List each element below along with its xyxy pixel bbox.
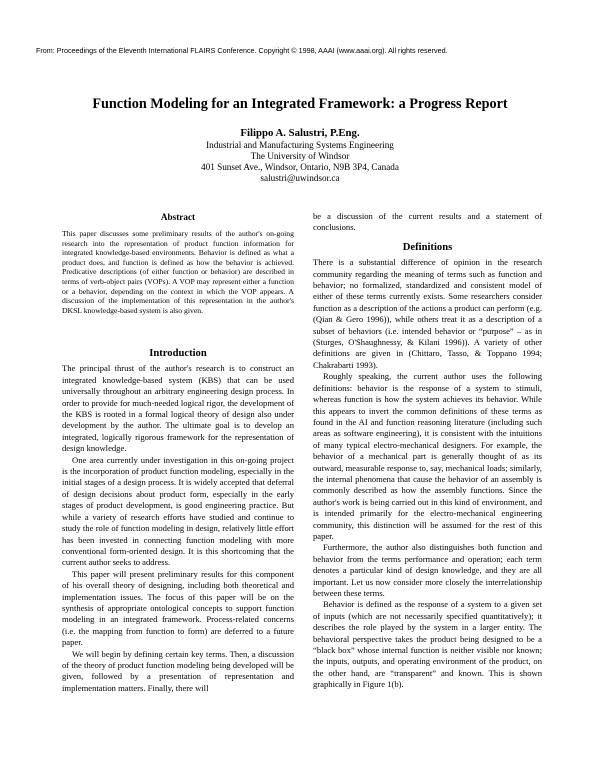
left-column — [62, 348, 294, 694]
intro-paragraph: This paper will present preliminary results for this component of his overall theory of designing, including both theoretical and implementation issues. The focus of this paper will be on the synthesis of appropriate ontological concepts to support function modeling in an integrated framework. Process-related concerns (i.e. the mapping from function to form) are deferred to a future paper. — [62, 568, 294, 648]
affiliation-email: salustri@uwindsor.ca — [260, 173, 340, 183]
affiliation-address: 401 Sunset Ave., Windsor, Ontario, N9B 3P4, Canada — [201, 162, 399, 172]
introduction-heading: Introduction — [149, 348, 207, 359]
definitions-paragraph: Behavior is defined as the response of a system to a given set of inputs (which are not necessarily specified quantitatively); it describes the role played by the system in a larger entity. The behavioral perspective takes the product being designed to be a “black box” whose internal function is neither visible nor known; the inputs, outputs, and operating environment of the product, on the other hand, are “transparent” and known. This is shown graphically in Figure 1(b). — [313, 599, 542, 690]
paper-title: Function Modeling for an Integrated Framework: a Progress Report — [92, 96, 508, 112]
abstract-text: This paper discusses some preliminary results of the author's on-going research into the representation of product function information for integrated knowledge-based environments. Behavior is defined as what a product does, and function is defined as how the behavior is achieved. Predicative descriptions (of either function or behavior) are described in terms of verb-object pairs (VOPs). A VOP may represent either a function or a behavior, depending on the context in which the VOP appears. A discussion of the implementation of this representation in the author's DKSL knowledge-based system is also given. — [62, 229, 294, 315]
author-name: Filippo A. Salustri, P.Eng. — [240, 127, 360, 139]
continuation-text: be a discussion of the current results and a statement of conclusions. — [313, 211, 542, 233]
definitions-paragraph: There is a substantial difference of opinion in the research community regarding the meaning of terms such as function and behavior; no formalized, standardized and consistent model of either of these terms currently exists. Some researchers consider function as a description of the actions a product can perform (e.g. (Qian & Gero 1996)), while others treat it as a description of a subset of behaviors (i.e. intended behavior or “purpose” – as in (Sturges, O'Shaughnessy, & Kilani 1996)). A variety of other definitions are given in (Chittaro, Tasso, & Toppano 1994; Chakrabarti 1993). — [313, 257, 542, 370]
affiliation-university: The University of Windsor — [250, 151, 350, 161]
abstract-body — [62, 229, 294, 315]
definitions-paragraph: Furthermore, the author also distinguishes both function and behavior from the terms performance and operation; each term denotes a particular kind of design knowledge, and they are all important. Let us now consider more closely the interrelationship between these terms. — [313, 542, 542, 598]
source-line: From: Proceedings of the Eleventh International FLAIRS Conference. Copyright © 1998, AAAI (www.aaai.org). All rights reserved. — [36, 46, 448, 55]
intro-paragraph: One area currently under investigation in this on-going project is the incorporation of product function modeling, especially in the initial stages of a design process. It is widely accepted that deferral of design decisions about product form, especially in the early stages of product development, is good engineering practice. But while a variety of research efforts have studied and continue to study the role of function modeling in design, relatively little effort has been invested in connecting function modeling with more conventional form-oriented design. It is this shortcoming that the current author seeks to address. — [62, 454, 294, 568]
affiliation-department: Industrial and Manufacturing Systems Engineering — [206, 140, 394, 150]
intro-paragraph: The principal thrust of the author's research is to construct an integrated knowledge-based system (KBS) that can be used universally throughout an arbitrary engineering design process. In order to provide for much-needed logical rigor, the development of the KBS is rooted in a formal logical theory of design also under development by the author. The ultimate goal is to develop an integrated, logically rigorous framework for the representation of design knowledge. — [62, 363, 294, 454]
abstract-heading: Abstract — [160, 212, 196, 222]
definitions-paragraph: Roughly speaking, the current author uses the following definitions: behavior is the response of a system to stimuli, whereas function is how the system achieves its behavior. While this appears to invert the common definitions of these terms as found in the AI and function reasoning literature (including such areas as software engineering), it is consistent with the intuitions of many typical electro-mechanical designers. For example, the behavior of a mechanical part is generally thought of as its outward, measurable response to, say, mechanical loads; similarly, the internal phenomena that cause the behavior of an assembly is commonly described as how the assembly functions. Since the author's work is being carried out in this kind of environment, and is intended primarily for the electro-mechanical engineering community, this distinction will be assumed for the rest of this paper. — [313, 371, 542, 541]
definitions-heading: Definitions — [402, 241, 453, 253]
right-column — [313, 211, 542, 691]
intro-paragraph: We will begin by defining certain key terms. Then, a discussion of the theory of product function modeling being developed will be given, followed by a presentation of representation and implementation matters. Finally, there will — [62, 648, 294, 693]
